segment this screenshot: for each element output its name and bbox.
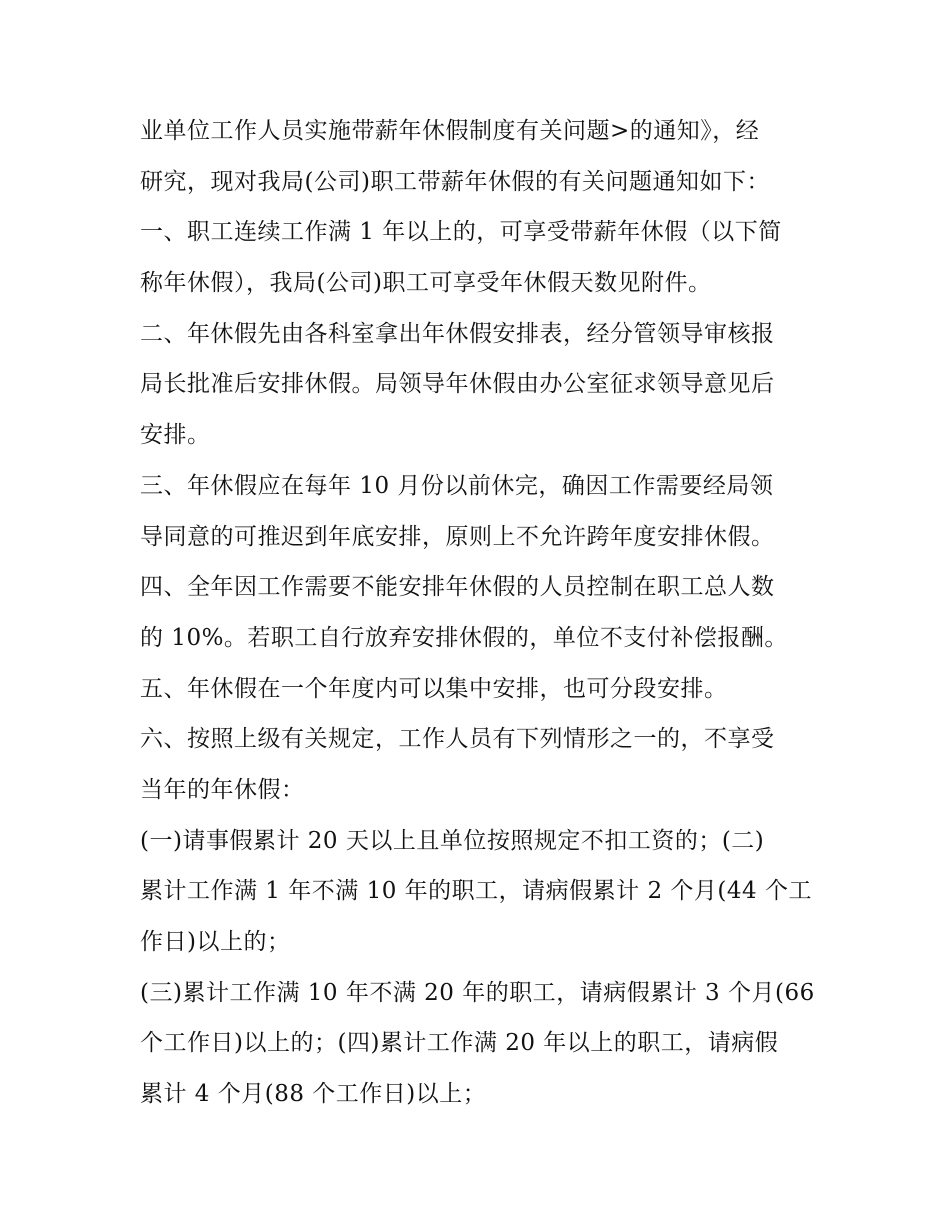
text-line: 累计工作满 1 年不满 10 年的职工，请病假累计 2 个月(44 个工 [140, 878, 812, 905]
text-line: 四、全年因工作需要不能安排年休假的人员控制在职工总人数 [140, 574, 775, 601]
text-line: 业单位工作人员实施带薪年休假制度有关问题>的通知》，经 [140, 118, 760, 144]
text-line: 的 10%。若职工自行放弃安排休假的，单位不支付补偿报酬。 [140, 624, 788, 651]
text-line: 称年休假），我局(公司)职工可享受年休假天数见附件。 [140, 270, 712, 297]
text-line: 五、年休假在一个年度内可以集中安排，也可分段安排。 [140, 675, 728, 702]
text-line: 安排。 [140, 422, 211, 449]
text-line: (一)请事假累计 20 天以上且单位按照规定不扣工资的；(二) [140, 827, 765, 854]
document-body [140, 106, 830, 1120]
text-line: 局长批准后安排休假。局领导年休假由办公室征求领导意见后 [140, 371, 775, 398]
text-line: 导同意的可推迟到年底安排，原则上不允许跨年度安排休假。 [140, 523, 775, 550]
text-line: 一、职工连续工作满 1 年以上的，可享受带薪年休假（以下简 [140, 219, 782, 246]
text-line: 六、按照上级有关规定，工作人员有下列情形之一的，不享受 [140, 726, 775, 753]
text-line: 作日)以上的； [140, 929, 291, 955]
text-line: 当年的年休假： [140, 776, 305, 803]
text-line: 累计 4 个月(88 个工作日)以上； [140, 1081, 487, 1108]
text-line: 个工作日)以上的；(四)累计工作满 20 年以上的职工，请病假 [140, 1030, 779, 1057]
text-line: (三)累计工作满 10 年不满 20 年的职工，请病假累计 3 个月(66 [140, 979, 815, 1006]
text-line: 三、年休假应在每年 10 月份以前休完，确因工作需要经局领 [140, 472, 774, 499]
text-line: 研究，现对我局(公司)职工带薪年休假的有关问题通知如下： [140, 168, 770, 195]
text-line: 二、年休假先由各科室拿出年休假安排表，经分管领导审核报 [140, 320, 775, 347]
